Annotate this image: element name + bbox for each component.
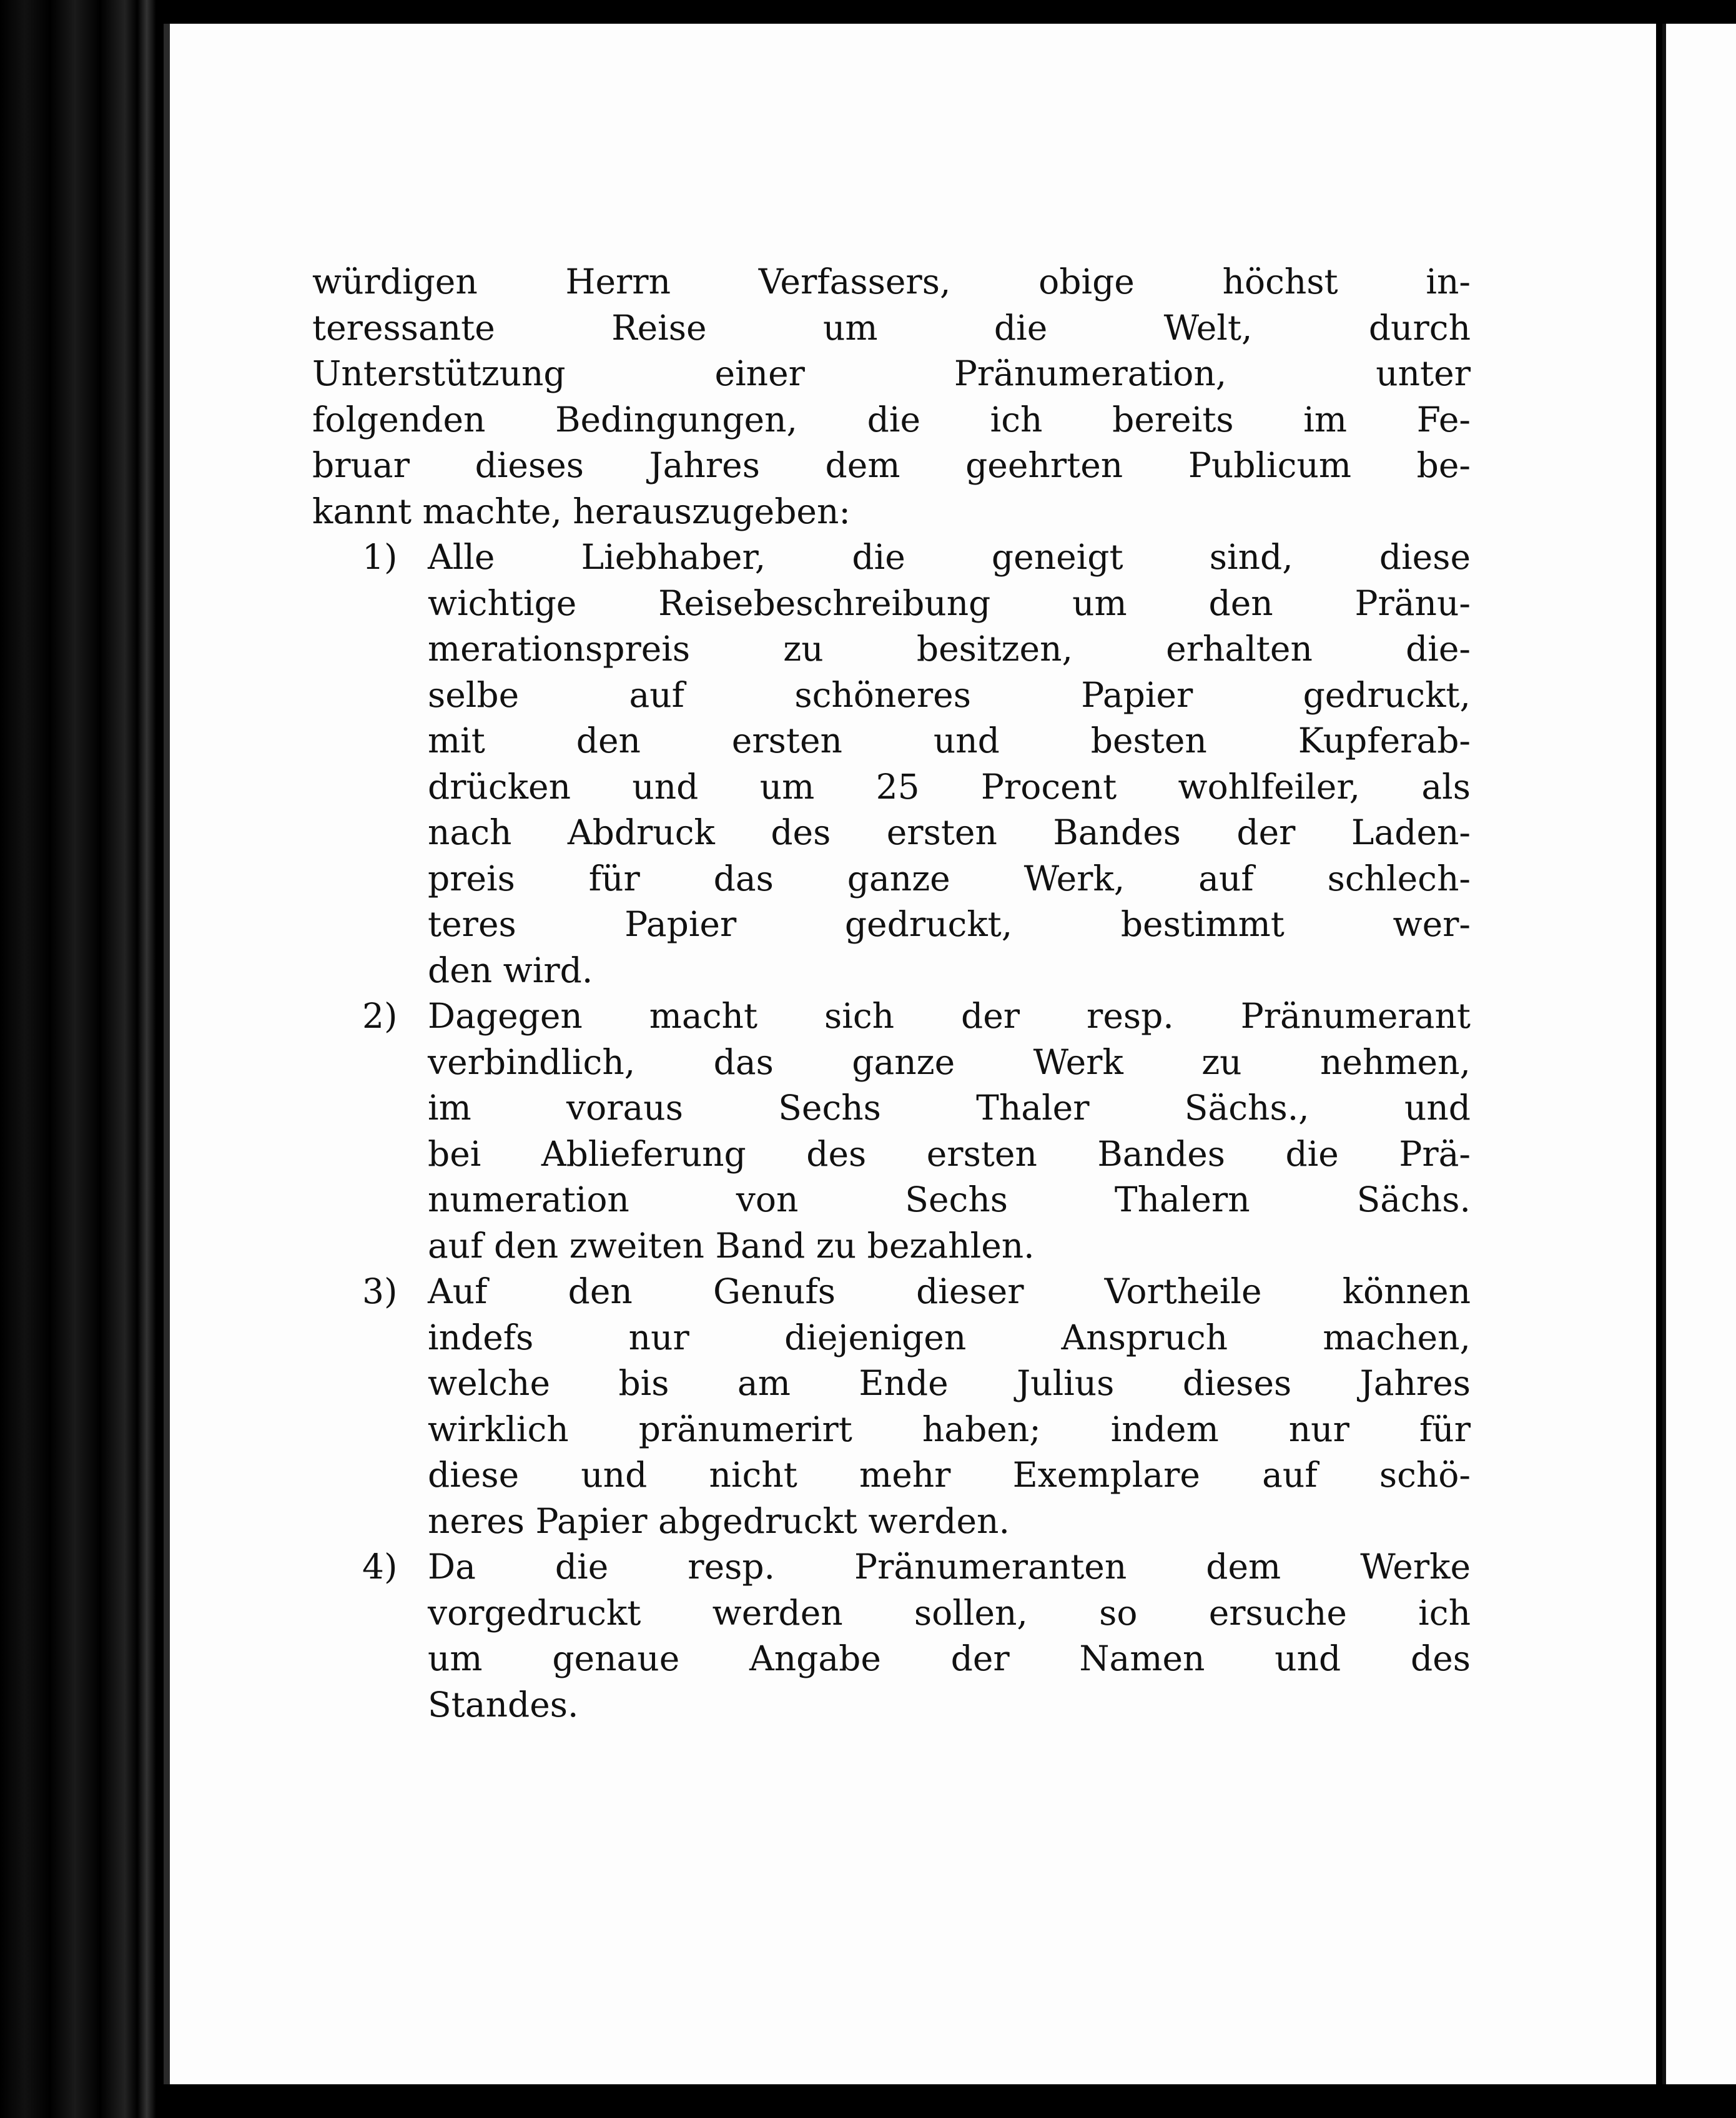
item-number: 3): [362, 1271, 398, 1311]
text-line: welche bis am Ende Julius dieses Jahres: [428, 1363, 1471, 1403]
page-text: [312, 259, 1471, 1728]
text-line: teressante Reise um die Welt, durch: [312, 307, 1471, 348]
text-line: Auf den Genufs dieser Vortheile können: [428, 1271, 1471, 1311]
text-line: Standes.: [428, 1684, 579, 1725]
text-line: Da die resp. Pränumeranten dem Werke: [428, 1547, 1471, 1587]
text-line: Dagegen macht sich der resp. Pränumerant: [428, 996, 1471, 1036]
item-number: 1): [362, 537, 398, 577]
text-line: um genaue Angabe der Namen und des: [428, 1638, 1471, 1678]
text-line: folgenden Bedingungen, die ich bereits im Fe-: [312, 399, 1471, 440]
text-line: mit den ersten und besten Kupferab-: [428, 721, 1471, 761]
text-line: neres Papier abgedruckt werden.: [428, 1500, 1010, 1541]
text-line: wichtige Reisebeschreibung um den Pränu-: [428, 583, 1471, 623]
text-line: den wird.: [428, 950, 593, 990]
text-line: würdigen Herrn Verfassers, obige höchst in-: [312, 262, 1471, 302]
text-line: merationspreis zu besitzen, erhalten die-: [428, 629, 1471, 669]
facing-page-edge: [1662, 24, 1736, 2084]
text-line: indefs nur diejenigen Anspruch machen,: [428, 1317, 1471, 1357]
condition-item-2: [312, 993, 1471, 1269]
text-line: Alle Liebhaber, die geneigt sind, diese: [428, 537, 1471, 577]
text-line: kannt machte, herauszugeben:: [312, 491, 851, 531]
text-line: wirklich pränumerirt haben; indem nur für: [428, 1409, 1471, 1449]
condition-item-3: [312, 1269, 1471, 1544]
item-number: 4): [362, 1547, 398, 1587]
text-line: bei Ablieferung des ersten Bandes die Prä-: [428, 1133, 1471, 1174]
text-line: im voraus Sechs Thaler Sächs., und: [428, 1088, 1471, 1128]
book-spine: [0, 0, 156, 2118]
text-line: numeration von Sechs Thalern Sächs.: [428, 1180, 1471, 1219]
text-line: bruar dieses Jahres dem geehrten Publicum be-: [312, 445, 1471, 485]
text-line: teres Papier gedruckt, bestimmt wer-: [428, 904, 1471, 944]
intro-paragraph: [312, 259, 1471, 534]
condition-item-4: [312, 1544, 1471, 1728]
text-line: preis für das ganze Werk, auf schlech-: [428, 858, 1471, 899]
text-line: vorgedruckt werden sollen, so ersuche ich: [428, 1592, 1471, 1633]
text-line: diese und nicht mehr Exemplare auf schö-: [428, 1455, 1471, 1495]
item-number: 2): [362, 996, 398, 1036]
condition-item-1: [312, 534, 1471, 993]
text-line: auf den zweiten Band zu bezahlen.: [428, 1225, 1035, 1266]
text-line: Unterstützung einer Pränumeration, unter: [312, 353, 1471, 393]
text-line: verbindlich, das ganze Werk zu nehmen,: [428, 1042, 1471, 1082]
text-line: selbe auf schöneres Papier gedruckt,: [428, 674, 1471, 715]
text-line: nach Abdruck des ersten Bandes der Laden-: [428, 812, 1471, 852]
text-line: drücken und um 25 Procent wohlfeiler, als: [428, 766, 1471, 807]
